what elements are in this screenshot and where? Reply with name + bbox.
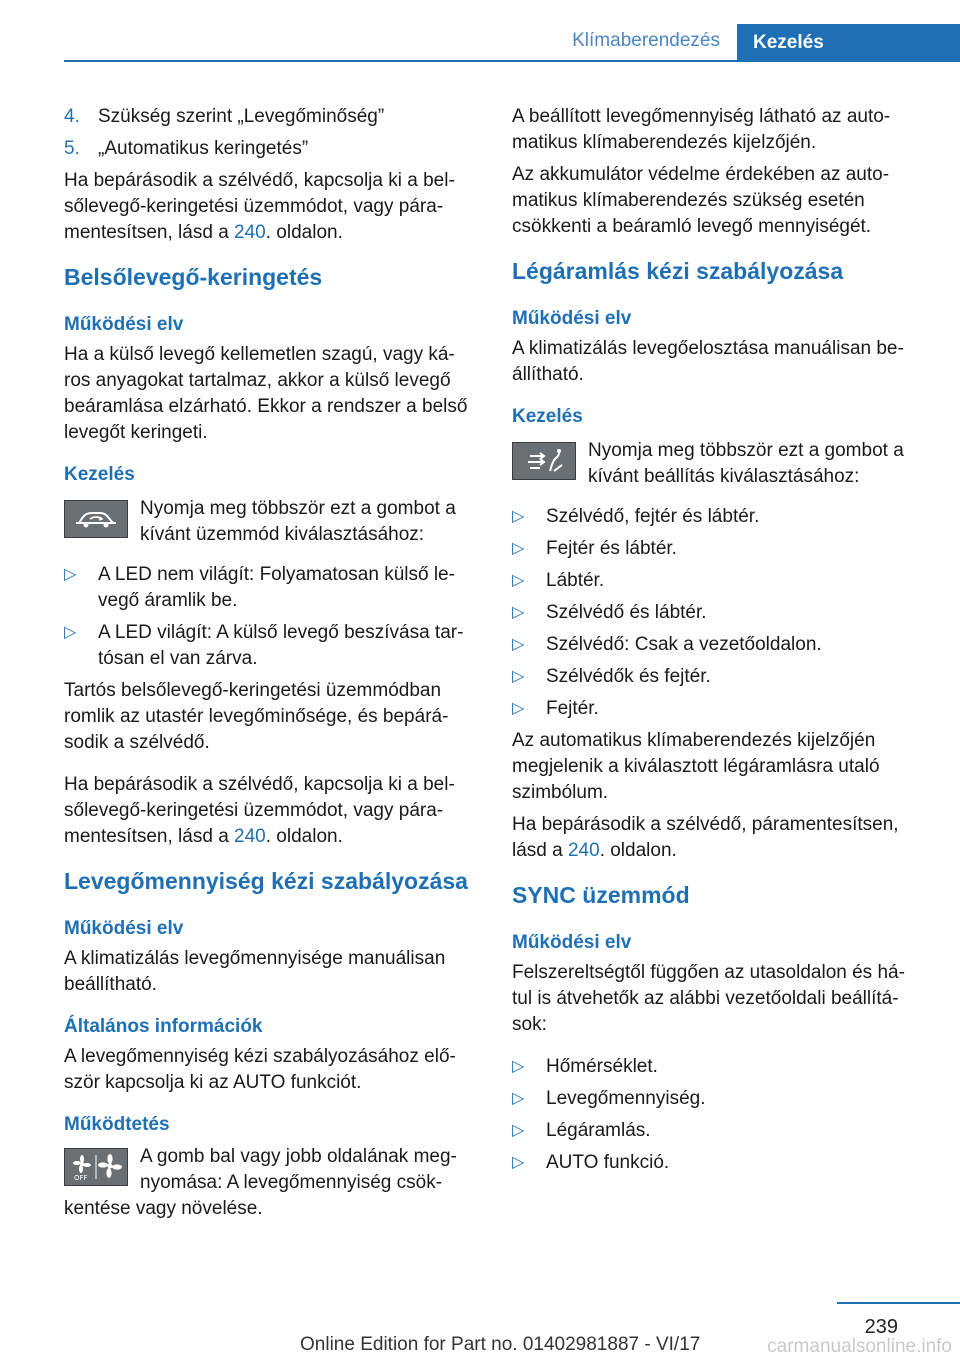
list-item-text: Szélvédők és fejtér. — [546, 666, 711, 687]
airflow-options-list — [512, 504, 924, 722]
page-link[interactable]: 240 — [234, 826, 266, 847]
list-item-text: Szélvédő: Csak a vezetőoldalon. — [546, 634, 822, 655]
recirculation-button-row — [64, 496, 476, 548]
list-item-text: A LED világít: A külső levegő beszívása tar-tósan el van zárva. — [98, 622, 464, 669]
list-item — [64, 562, 476, 614]
button-instruction: Nyomja meg többször ezt a gombot a kívánt üzemmód kiválasztásához: — [140, 498, 456, 545]
subheading-mukodtetes: Működtetés — [64, 1114, 170, 1135]
list-item — [64, 620, 476, 672]
button-instruction: Nyomja meg többször ezt a gombot a kívánt beállítás kiválasztásához: — [588, 440, 904, 487]
page-number: 239 — [864, 1316, 898, 1338]
list-item-text: A LED nem világít: Folyamatosan külső le-vegő áramlik be. — [98, 564, 455, 611]
subheading-mukodesi-elv: Működési elv — [512, 308, 632, 329]
fan-button-row — [64, 1144, 476, 1196]
paragraph-kijelzo: Az automatikus klímaberendezés kijelzőjén megjelenik a kiválasztott légáramlásra utaló szimbólum. — [512, 730, 880, 803]
triangle-bullet-icon: ▷ — [512, 1154, 525, 1171]
list-item-text: Légáramlás. — [546, 1120, 651, 1141]
airflow-button-row — [512, 438, 924, 490]
triangle-bullet-icon: ▷ — [512, 572, 525, 589]
paragraph-defog-2 — [64, 772, 476, 850]
subheading-mukodesi-elv: Működési elv — [512, 932, 632, 953]
subheading-altalanos: Általános információk — [64, 1016, 263, 1037]
paragraph-text: . oldalon. — [265, 826, 343, 847]
paragraph-altalanos: A levegőmennyiség kézi szabályozásához elő-ször kapcsolja ki az AUTO funkciót. — [64, 1046, 456, 1093]
list-item — [512, 1118, 924, 1144]
right-column — [512, 104, 924, 1182]
fan-button-icon — [64, 1148, 128, 1186]
watermark: carmanualsonline.info — [767, 1336, 952, 1357]
numbered-item — [64, 104, 476, 130]
list-item — [512, 664, 924, 690]
paragraph-elv: A klimatizálás levegőelosztása manuálisan be-állítható. — [512, 338, 904, 385]
header-tab-label: Kezelés — [753, 32, 824, 53]
subheading-mukodesi-elv: Működési elv — [64, 918, 184, 939]
fan-speed-icon — [68, 1152, 124, 1182]
numbered-item — [64, 136, 476, 162]
triangle-bullet-icon: ▷ — [64, 624, 77, 641]
footer-rule — [837, 1302, 960, 1304]
car-recirculation-icon — [70, 506, 122, 532]
paragraph-akku: Az akkumulátor védelme érdekében az auto-matikus klímaberendezés szükség esetén csökkenti a beáramló levegő mennyiségét. — [512, 164, 890, 237]
triangle-bullet-icon: ▷ — [512, 700, 525, 717]
led-state-list — [64, 562, 476, 672]
page-link[interactable]: 240 — [567, 840, 600, 861]
airflow-button-icon — [512, 442, 576, 480]
list-item — [512, 1086, 924, 1112]
list-item — [512, 1150, 924, 1176]
triangle-bullet-icon: ▷ — [512, 540, 525, 557]
list-item — [512, 696, 924, 722]
paragraph-text: . oldalon. — [599, 840, 677, 861]
list-item — [512, 1054, 924, 1080]
paragraph-defog-3 — [512, 812, 924, 864]
paragraph-tartos: Tartós belsőlevegő-keringetési üzemmódban romlik az utastér levegőminősége, és bepárá-sodik a szélvédő. — [64, 680, 449, 753]
paragraph-text: Ha bepárásodik a szélvédő, kapcsolja ki a bel-sőlevegő-keringetési üzemmódot, vagy pára-mentesítsen, lásd a — [64, 170, 455, 243]
list-item — [512, 632, 924, 658]
paragraph-text: Ha bepárásodik a szélvédő, páramentesítsen, lásd a — [512, 814, 899, 861]
page-link[interactable]: 240 — [234, 222, 266, 243]
paragraph-mukodtetes-cont: kentése vagy növelése. — [64, 1198, 263, 1219]
list-item — [512, 568, 924, 594]
paragraph-elv: Ha a külső levegő kellemetlen szagú, vagy ká-ros anyagokat tartalmaz, akkor a külső levegő beáramlása elzárható. Ekkor a rendszer a belső levegőt keringeti. — [64, 344, 468, 443]
triangle-bullet-icon: ▷ — [512, 508, 525, 525]
item-text: Szükség szerint „Levegőminőség” — [98, 106, 385, 127]
list-item-text: Szélvédő, fejtér és lábtér. — [546, 506, 760, 527]
triangle-bullet-icon: ▷ — [512, 636, 525, 653]
list-item — [512, 600, 924, 626]
subheading-kezeles: Kezelés — [512, 406, 583, 427]
item-number: 5. — [64, 138, 80, 159]
list-item-text: Lábtér. — [546, 570, 605, 591]
header-section-title: Klímaberendezés — [572, 30, 720, 51]
heading-legaramlas: Légáramlás kézi szabályozása — [512, 258, 844, 284]
paragraph-sync: Felszereltségtől függően az utasoldalon és há-tul is átvehetők az alábbi vezetőoldali beállítá-sok: — [512, 962, 905, 1035]
off-label: OFF — [74, 1174, 88, 1182]
button-instruction: A gomb bal vagy jobb oldalának meg-nyomása: A levegőmennyiség csök- — [140, 1146, 457, 1193]
sync-items-list — [512, 1054, 924, 1176]
recirculation-button-icon — [64, 500, 128, 538]
triangle-bullet-icon: ▷ — [512, 1058, 525, 1075]
paragraph-elv: A klimatizálás levegőmennyisége manuálisan beállítható. — [64, 948, 446, 995]
header-rule — [64, 60, 960, 62]
subheading-mukodesi-elv: Működési elv — [64, 314, 184, 335]
paragraph-beallitott: A beállított levegőmennyiség látható az auto-matikus klímaberendezés kijelzőjén. — [512, 106, 891, 153]
triangle-bullet-icon: ▷ — [64, 566, 77, 583]
list-item-text: Levegőmennyiség. — [546, 1088, 706, 1109]
list-item-text: Hőmérséklet. — [546, 1056, 658, 1077]
list-item-text: AUTO funkció. — [546, 1152, 670, 1173]
heading-belso-levego: Belsőlevegő-keringetés — [64, 264, 323, 290]
triangle-bullet-icon: ▷ — [512, 668, 525, 685]
header-section-tab — [737, 24, 960, 62]
air-distribution-icon — [518, 447, 570, 475]
heading-sync: SYNC üzemmód — [512, 882, 690, 908]
paragraph-defog-1 — [64, 168, 476, 246]
paragraph-text: Ha bepárásodik a szélvédő, kapcsolja ki a bel-sőlevegő-keringetési üzemmódot, vagy pára-mentesítsen, lásd a — [64, 774, 455, 847]
list-item-text: Fejtér. — [546, 698, 599, 719]
heading-levegomennyiseg: Levegőmennyiség kézi szabályozása — [64, 868, 468, 894]
subheading-kezeles: Kezelés — [64, 464, 135, 485]
item-text: „Automatikus keringetés” — [98, 138, 309, 159]
triangle-bullet-icon: ▷ — [512, 604, 525, 621]
left-column — [64, 104, 476, 1228]
list-item-text: Fejtér és lábtér. — [546, 538, 677, 559]
list-item-text: Szélvédő és lábtér. — [546, 602, 707, 623]
edition-note: Online Edition for Part no. 01402981887 - VI/17 — [300, 1334, 701, 1355]
triangle-bullet-icon: ▷ — [512, 1122, 525, 1139]
list-item — [512, 536, 924, 562]
paragraph-text: . oldalon. — [265, 222, 343, 243]
triangle-bullet-icon: ▷ — [512, 1090, 525, 1107]
list-item — [512, 504, 924, 530]
item-number: 4. — [64, 106, 80, 127]
